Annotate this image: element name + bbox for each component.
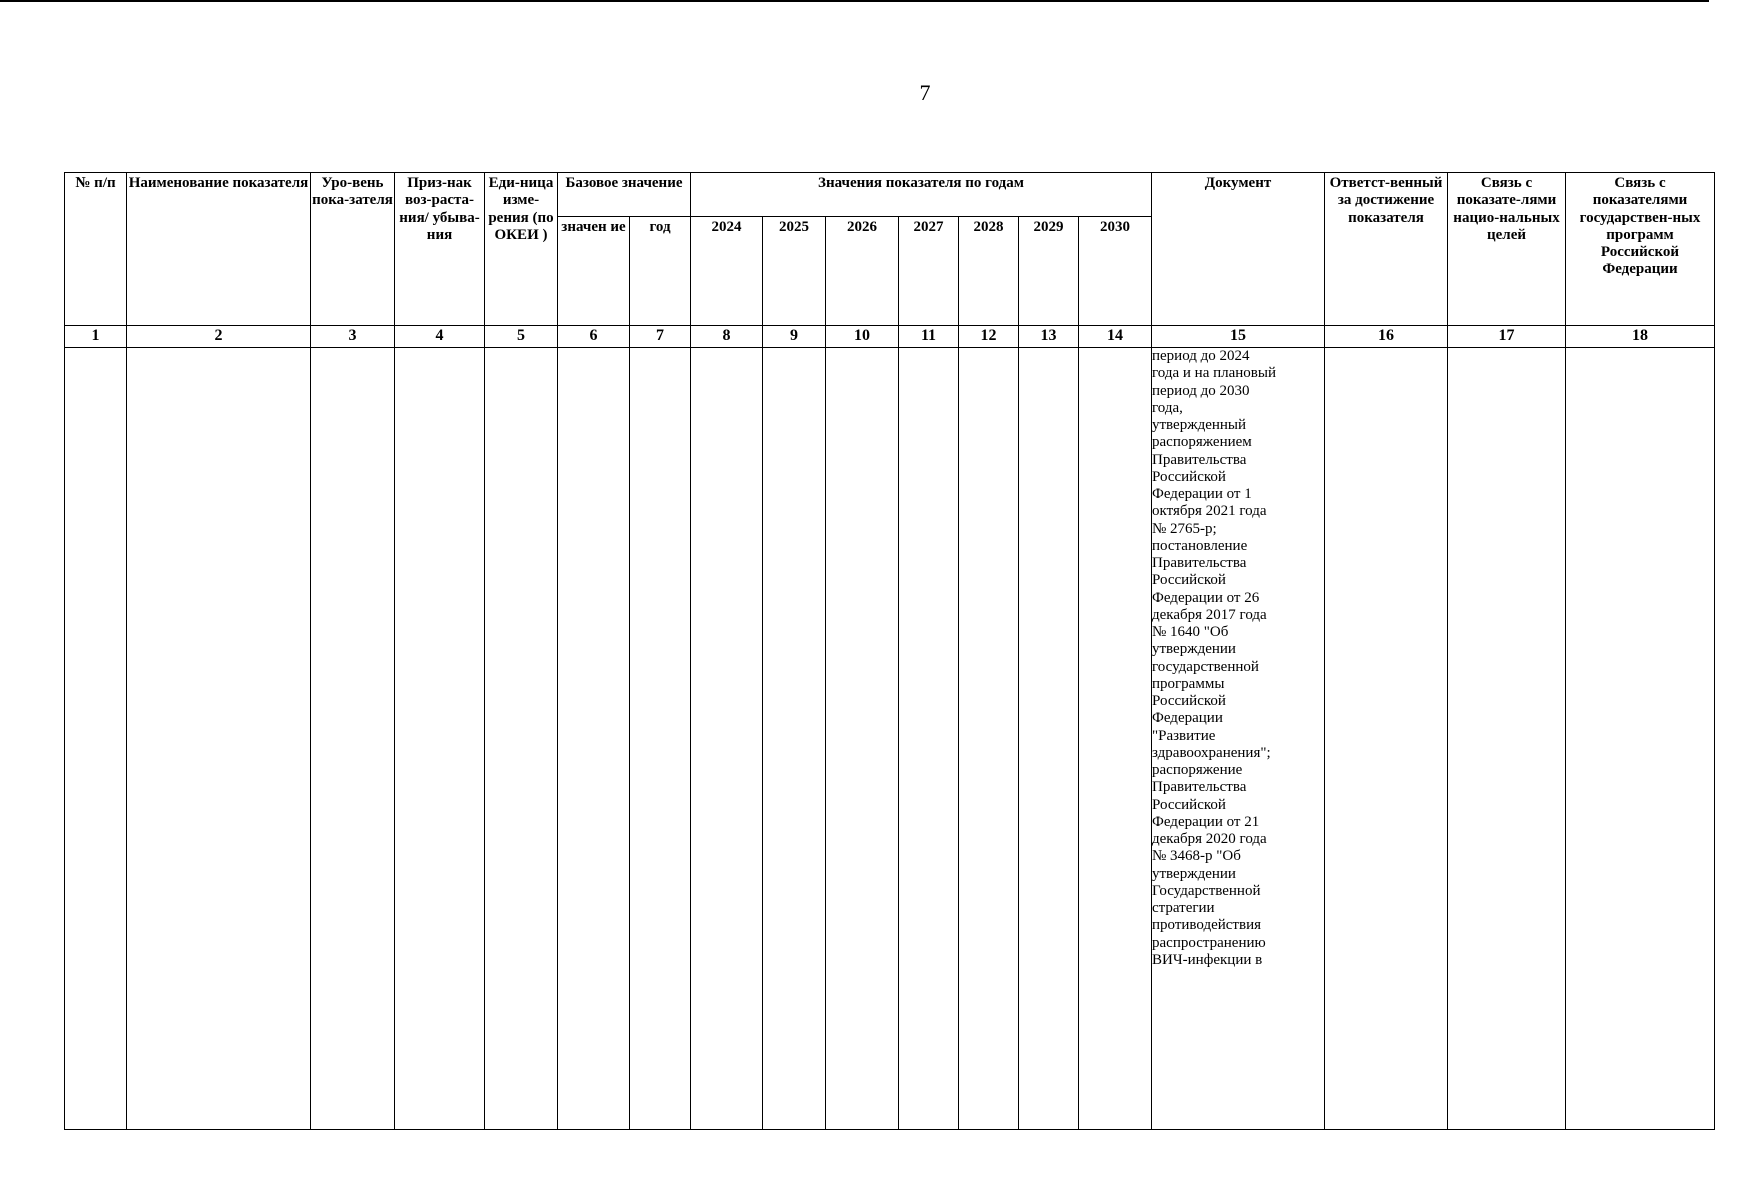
- cell-value-2027: [899, 348, 959, 1130]
- cell-responsible: [1325, 348, 1448, 1130]
- cell-value-2028: [959, 348, 1019, 1130]
- header-base-year: год: [630, 217, 691, 326]
- document-line: Федерации от 26: [1152, 589, 1260, 606]
- document-line: утверждении: [1152, 865, 1236, 882]
- document-line: период до 2030: [1152, 382, 1250, 399]
- document-line: декабря 2017 года: [1152, 606, 1267, 623]
- header-indicator-name: Наименование показателя: [127, 173, 311, 326]
- column-number: 17: [1448, 326, 1566, 348]
- column-number: 13: [1019, 326, 1079, 348]
- document-line: распоряжением: [1152, 434, 1252, 451]
- column-number-row: [65, 326, 1715, 348]
- document-line: ВИЧ-инфекции в: [1152, 951, 1263, 968]
- document-line: Государственной: [1152, 882, 1261, 899]
- document-line: противодействия: [1152, 917, 1261, 934]
- document-line: стратегии: [1152, 900, 1215, 916]
- document-line: постановление: [1152, 537, 1248, 554]
- header-year-2029: 2029: [1019, 217, 1079, 326]
- cell-value-2025: [763, 348, 826, 1130]
- document-line: Правительства: [1152, 451, 1247, 468]
- header-link-state-programs: Связь с показателями государствен-ных программ Российской Федерации: [1566, 173, 1715, 326]
- header-year-2026: 2026: [826, 217, 899, 326]
- column-number: 18: [1566, 326, 1715, 348]
- document-line: Российской: [1152, 468, 1226, 485]
- header-year-2027: 2027: [899, 217, 959, 326]
- cell-value-2026: [826, 348, 899, 1130]
- document-line: № 3468-р "Об: [1152, 848, 1241, 865]
- document-line: Правительства: [1152, 779, 1247, 796]
- document-line: распространению: [1152, 934, 1266, 951]
- document-line: государственной: [1152, 658, 1259, 675]
- column-number: 11: [899, 326, 959, 348]
- column-number: 9: [763, 326, 826, 348]
- indicators-table: [64, 172, 1715, 1130]
- cell-link-national-goals: [1448, 348, 1566, 1130]
- column-number: 6: [558, 326, 630, 348]
- document-line: № 2765-р;: [1152, 520, 1217, 537]
- cell-value-2029: [1019, 348, 1079, 1130]
- column-number: 14: [1079, 326, 1152, 348]
- cell-link-state-programs: [1566, 348, 1715, 1130]
- document-line: распоряжение: [1152, 762, 1243, 778]
- column-number: 3: [311, 326, 395, 348]
- cell-base-value: [558, 348, 630, 1130]
- column-number: 2: [127, 326, 311, 348]
- cell-number: [65, 348, 127, 1130]
- header-years-group: Значения показателя по годам: [691, 173, 1152, 217]
- column-number: 16: [1325, 326, 1448, 348]
- top-rule-right: [1593, 0, 1709, 2]
- document-line: октября 2021 года: [1152, 503, 1267, 520]
- document-line: Российской: [1152, 796, 1226, 813]
- column-number: 7: [630, 326, 691, 348]
- header-number: № п/п: [65, 173, 127, 326]
- cell-unit: [485, 348, 558, 1130]
- document-line: утвержденный: [1152, 417, 1247, 433]
- column-number: 4: [395, 326, 485, 348]
- header-base-value-group: Базовое значение: [558, 173, 691, 217]
- document-line: программы: [1152, 675, 1225, 692]
- cell-level: [311, 348, 395, 1130]
- document-line: период до 2024: [1152, 348, 1250, 364]
- header-link-national-goals: Связь с показате-лями нацио-нальных целей: [1448, 173, 1566, 326]
- document-line: утверждении: [1152, 641, 1236, 658]
- column-number: 1: [65, 326, 127, 348]
- document-text: [1152, 348, 1324, 969]
- header-year-2024: 2024: [691, 217, 763, 326]
- column-number: 10: [826, 326, 899, 348]
- top-rule: [0, 0, 1680, 2]
- header-growth-sign: Приз-нак воз-раста-ния/ убыва-ния: [395, 173, 485, 326]
- cell-value-2024: [691, 348, 763, 1130]
- document-line: № 1640 "Об: [1152, 624, 1229, 640]
- header-year-2030: 2030: [1079, 217, 1152, 326]
- header-year-2028: 2028: [959, 217, 1019, 326]
- document-line: Правительства: [1152, 555, 1247, 571]
- column-number: 15: [1152, 326, 1325, 348]
- cell-indicator-name: [127, 348, 311, 1130]
- header-base-value: значен ие: [558, 217, 630, 326]
- document-line: "Развитие: [1152, 727, 1216, 744]
- document-line: Федерации от 21: [1152, 813, 1260, 830]
- column-number: 8: [691, 326, 763, 348]
- document-line: декабря 2020 года: [1152, 831, 1267, 847]
- column-number: 12: [959, 326, 1019, 348]
- page-number: 7: [919, 80, 931, 105]
- header-responsible: Ответст-венный за достижение показателя: [1325, 173, 1448, 326]
- column-number: 5: [485, 326, 558, 348]
- header-unit: Еди-ница изме-рения (по ОКЕИ ): [485, 173, 558, 326]
- header-document: Документ: [1152, 173, 1325, 326]
- cell-base-year: [630, 348, 691, 1130]
- document-line: года и на плановый: [1152, 365, 1276, 382]
- header-year-2025: 2025: [763, 217, 826, 326]
- document-line: Российской: [1152, 572, 1226, 589]
- document-line: здравоохранения";: [1152, 744, 1271, 761]
- header-level: Уро-вень пока-зателя: [311, 173, 395, 326]
- document-line: Федерации: [1152, 710, 1223, 727]
- cell-growth-sign: [395, 348, 485, 1130]
- document-line: Российской: [1152, 693, 1226, 709]
- cell-document: [1152, 348, 1325, 1130]
- document-line: года,: [1152, 399, 1183, 416]
- document-line: Федерации от 1: [1152, 486, 1252, 502]
- cell-value-2030: [1079, 348, 1152, 1130]
- table-row: [65, 348, 1715, 1130]
